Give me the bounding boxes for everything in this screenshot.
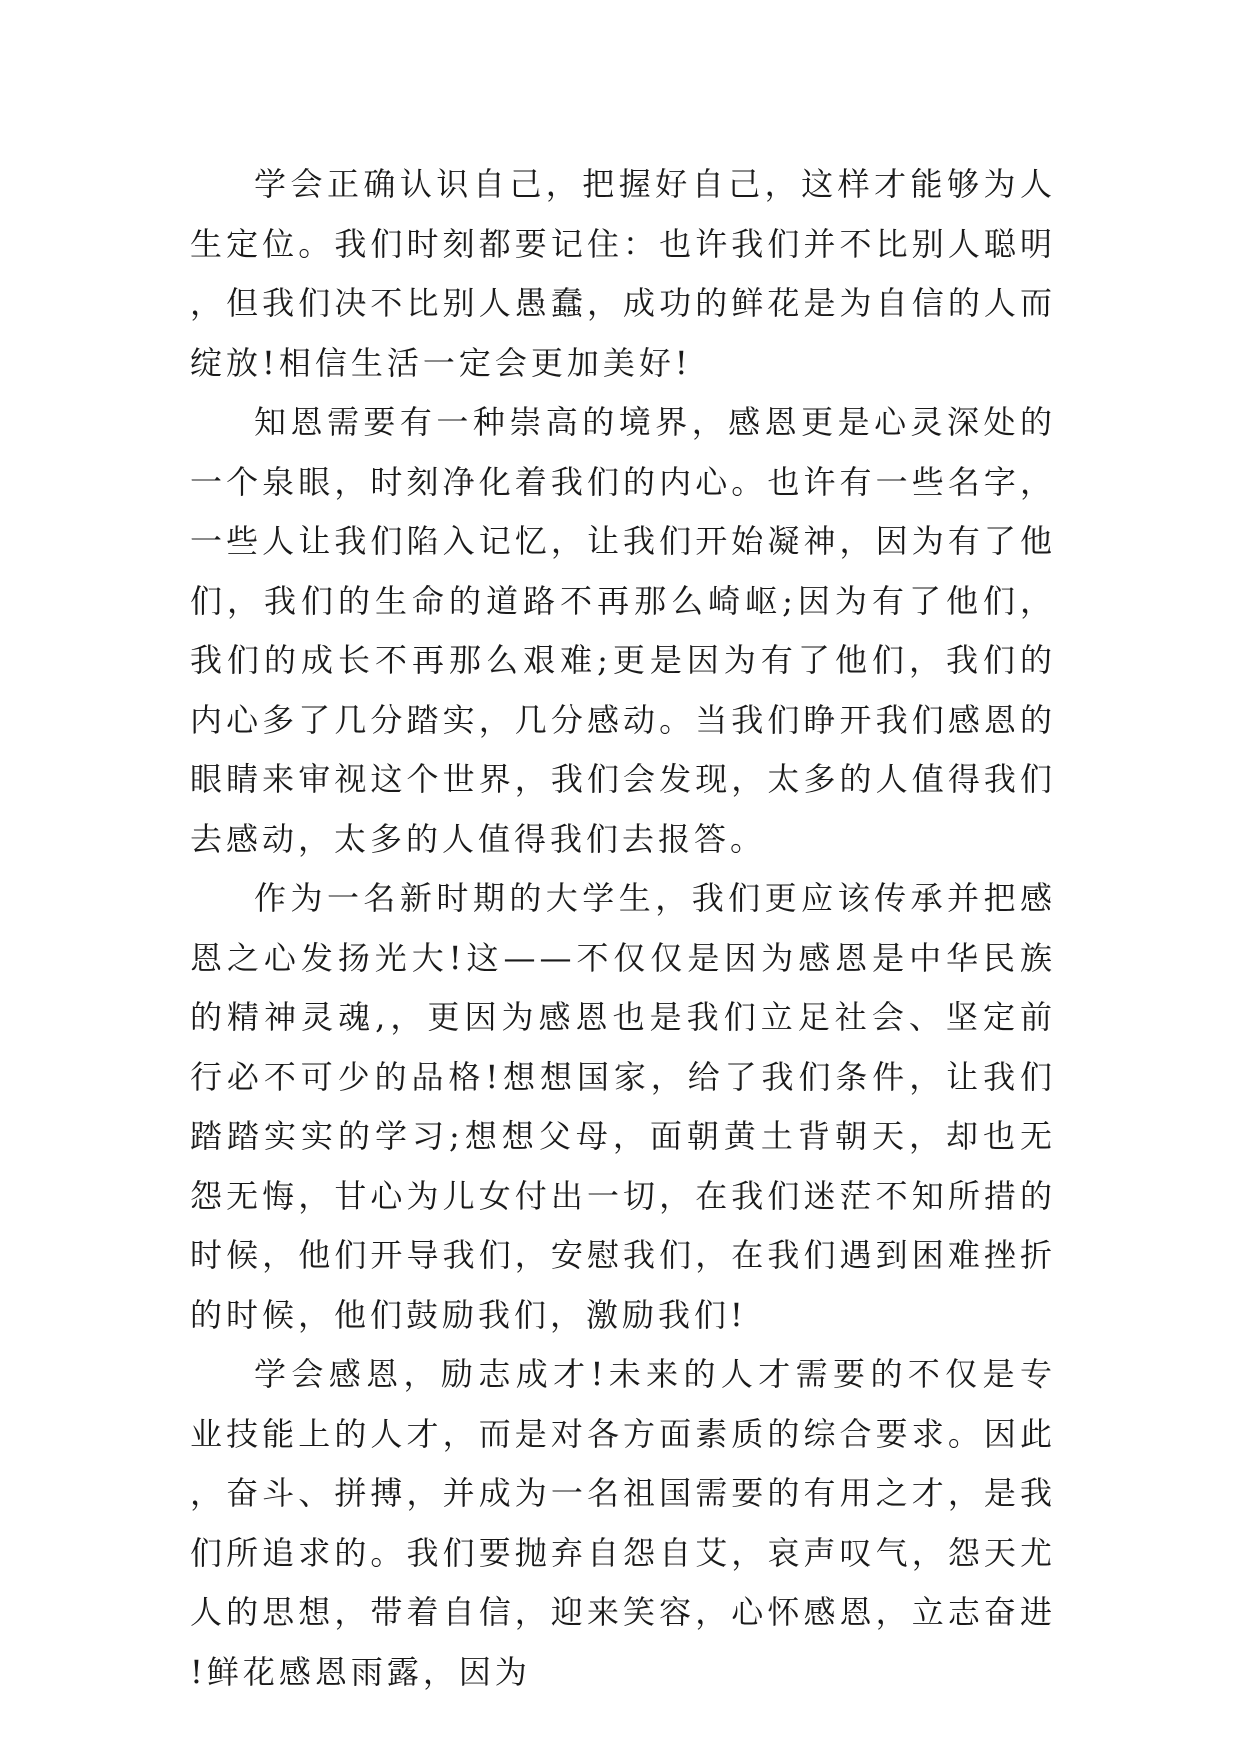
paragraph-aspiration: 学会感恩，励志成才!未来的人才需要的不仅是专业技能上的人才，而是对各方面素质的综合要求。因此，奋斗、拼搏，并成为一名祖国需要的有用之才，是我们所追求的。我们要抛弃自怨自艾，哀声叹气，怨天尤人的思想，带着自信，迎来笑容，心怀感恩，立志奋进!鲜花感恩雨露，因为 (190, 1355, 1056, 1691)
paragraph-gratitude: 知恩需要有一种崇高的境界，感恩更是心灵深处的一个泉眼，时刻净化着我们的内心。也许有一些名字，一些人让我们陷入记忆，让我们开始凝神，因为有了他们，我们的生命的道路不再那么崎岖;因为有了他们，我们的成长不再那么艰难;更是因为有了他们，我们的内心多了几分踏实，几分感动。当我们睁开我们感恩的眼睛来审视这个世界，我们会发现，太多的人值得我们去感动，太多的人值得我们去报答。 (190, 403, 1056, 858)
paragraph-college-student: 作为一名新时期的大学生，我们更应该传承并把感恩之心发扬光大!这——不仅仅是因为感恩是中华民族的精神灵魂,，更因为感恩也是我们立足社会、坚定前行必不可少的品格!想想国家，给了我们条件，让我们踏踏实实的学习;想想父母，面朝黄土背朝天，却也无怨无悔，甘心为儿女付出一切，在我们迷茫不知所措的时候，他们开导我们，安慰我们，在我们遇到困难挫折的时候，他们鼓励我们，激励我们! (190, 879, 1056, 1334)
body-text (190, 155, 1056, 1702)
paragraph-self-knowledge: 学会正确认识自己，把握好自己，这样才能够为人生定位。我们时刻都要记住：也许我们并不比别人聪明，但我们决不比别人愚蠢，成功的鲜花是为自信的人而绽放!相信生活一定会更加美好! (190, 165, 1056, 382)
